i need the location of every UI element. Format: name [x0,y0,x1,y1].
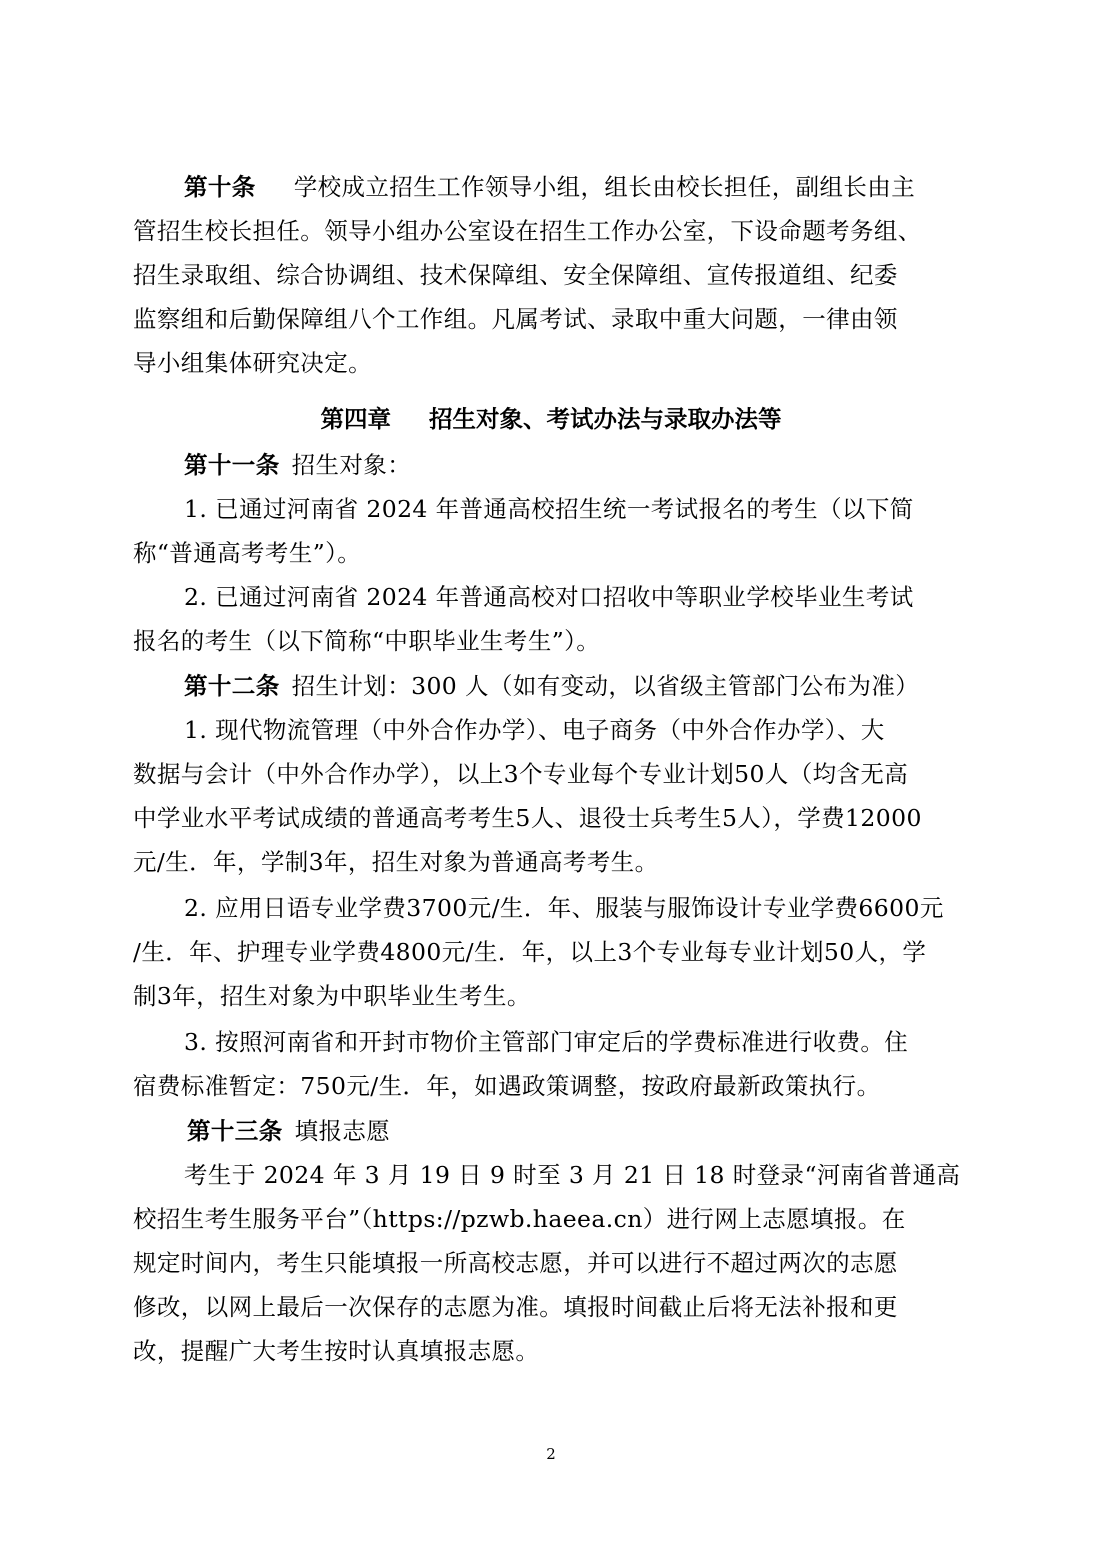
article-12-item: 2. 应用日语专业学费3700元/生．年、服装与服饰设计专业学费6600元 [184,894,944,922]
article-10-text: 学校成立招生工作领导小组，组长由校长担任，副组长由主 [293,173,916,201]
article-12-line: /生．年、护理专业学费4800元/生．年，以上3个专业每专业计划50人，学 [133,938,927,966]
article-12-heading [184,671,974,701]
article-12-line: 元/生．年，学制3年，招生对象为普通高考考生。 [133,848,659,876]
article-13-line: 改，提醒广大考生按时认真填报志愿。 [133,1337,540,1365]
article-12-title: 招生计划：300 人（如有变动，以省级主管部门公布为准） [291,672,920,700]
chapter-heading [0,404,1102,434]
article-13-line: 修改，以网上最后一次保存的志愿为准。填报时间截止后将无法补报和更 [133,1293,898,1321]
article-11-item: 2. 已通过河南省 2024 年普通高校对口招收中等职业学校毕业生考试 [184,583,914,611]
article-10-line: 监察组和后勤保障组八个工作组。凡属考试、录取中重大问题，一律由领 [133,305,898,333]
article-12-item: 1. 现代物流管理（中外合作办学）、电子商务（中外合作办学）、大 [184,716,885,744]
chapter-title: 招生对象、考试办法与录取办法等 [429,405,782,433]
article-12-item: 3. 按照河南省和开封市物价主管部门审定后的学费标准进行收费。住 [184,1028,909,1056]
article-13-label: 第十三条 [187,1117,283,1145]
article-13-line: 校招生考生服务平台”（https://pzwb.haeea.cn）进行网上志愿填报。在 [133,1205,906,1233]
article-11-item: 1. 已通过河南省 2024 年普通高校招生统一考试报名的考生（以下简 [184,495,914,523]
article-10-line: 招生录取组、综合协调组、技术保障组、安全保障组、宣传报道组、纪委 [133,261,898,289]
article-12-line: 制3年，招生对象为中职毕业生考生。 [133,982,531,1010]
article-11-label: 第十一条 [184,451,280,479]
chapter-label: 第四章 [320,405,391,433]
article-11-title: 招生对象： [291,451,412,479]
article-12-line: 宿费标准暂定：750元/生．年，如遇政策调整，按政府最新政策执行。 [133,1072,881,1100]
article-13-heading [187,1116,1027,1146]
article-13-line: 规定时间内，考生只能填报一所高校志愿，并可以进行不超过两次的志愿 [133,1249,898,1277]
article-12-line: 中学业水平考试成绩的普通高考考生5人、退役士兵考生5人），学费12000 [133,804,922,832]
article-13-line: 考生于 2024 年 3 月 19 日 9 时至 3 月 21 日 18 时登录“河南省普通高 [184,1161,961,1189]
page-number: 2 [546,1445,556,1463]
article-10-first-line [184,172,974,202]
article-13-title: 填报志愿 [294,1117,391,1145]
article-11-heading [184,450,974,480]
article-12-label: 第十二条 [184,672,280,700]
article-10-line: 导小组集体研究决定。 [133,349,372,377]
article-10-label: 第十条 [184,173,256,201]
article-10-line: 管招生校长担任。领导小组办公室设在招生工作办公室，下设命题考务组、 [133,217,922,245]
article-11-line: 报名的考生（以下简称“中职毕业生考生”）。 [133,627,601,655]
article-11-line: 称“普通高考考生”）。 [133,539,362,567]
article-12-line: 数据与会计（中外合作办学），以上3个专业每个专业计划50人（均含无高 [133,760,909,788]
